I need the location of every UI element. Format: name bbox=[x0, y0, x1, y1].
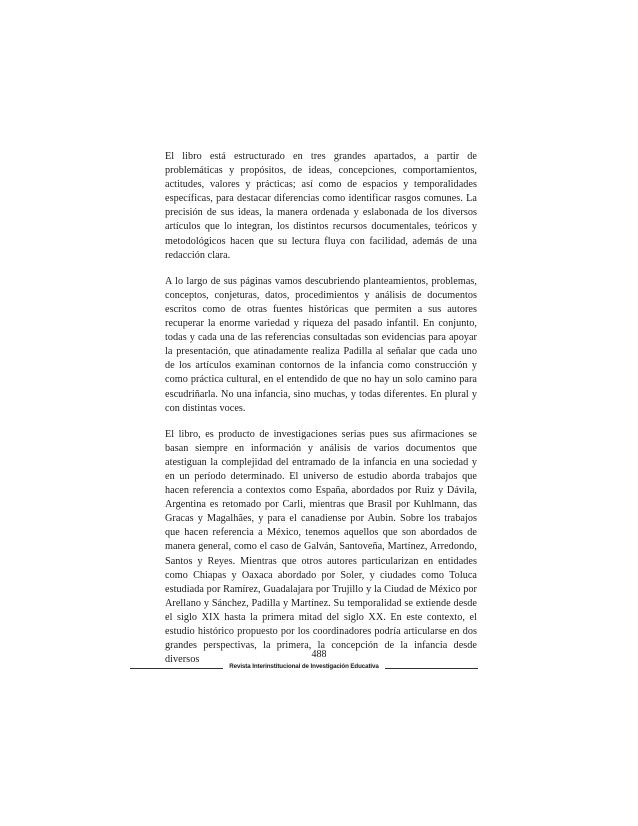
paragraph-1: El libro está estructurado en tres grandes apartados, a partir de problemáticas y propósitos, de ideas, concepciones, comportamientos, actitudes, valores y prácticas; así como de espacios y temporalidades específicas, para destacar diferencias como identificar rasgos comunes. La precisión de sus ideas, la manera ordenada y eslabonada de los diversos artículos que lo integran, los distintos recursos documentales, teóricos y metodológicos hacen que su lectura fluya con facilidad, además de una redacción clara. bbox=[165, 151, 477, 261]
footer-rule-right bbox=[385, 668, 478, 669]
paragraph-2: A lo largo de sus páginas vamos descubriendo planteamientos, problemas, conceptos, conjeturas, datos, procedimientos y análisis de documentos escritos como de otras fuentes históricas que permiten a sus autores recuperar la enorme variedad y riqueza del pasado infantil. En conjunto, todas y cada una de las referencias consultadas son evidencias para apoyar la presentación, que atinadamente realiza Padilla al señalar que cada uno de los artículos examinan contornos de la infancia como construcción y como práctica cultural, en el entendido de que no hay un solo camino para escudriñarla. No una infancia, sino muchas, y todas diferentes. En plural y con distintas voces. bbox=[165, 275, 477, 414]
footer-rule-left bbox=[130, 668, 223, 669]
journal-name: Revista Interinstitucional de Investigación Educativa bbox=[229, 663, 379, 670]
page-number: 488 bbox=[311, 649, 327, 660]
body-text bbox=[165, 150, 477, 679]
paragraph-3: El libro, es producto de investigaciones serias pues sus afirmaciones se basan siempre en información y análisis de varios documentos que atestiguan la complejidad del entramado de la infancia en una sociedad y en un período determinado. El universo de estudio aborda trabajos que hacen referencia a contextos como España, abordados por Ruiz y Dávila, Argentina es retomado por Carli, mientras que Brasil por Kuhlmann, das Gracas y Magalhães, y para el canadiense por Aubin. Sobre los trabajos que hacen referencia a México, tenemos aquellos que son abordados de manera general, como el caso de Galván, Santoveña, Martínez, Arredondo, Santos y Reyes. Mientras que otros autores particularizan en entidades como Chiapas y Oaxaca abordado por Soler, y ciudades como Toluca estudiada por Ramírez, Guadalajara por Trujillo y la Ciudad de México por Arellano y Sánchez, Padilla y Martínez. Su temporalidad se extiende desde el siglo XIX hasta la primera mitad del siglo XX. En este contexto, el estudio histórico propuesto por los coordinadores podría articularse en dos grandes perspectivas, la primera, la concepción de la infancia desde diversos bbox=[165, 428, 477, 666]
